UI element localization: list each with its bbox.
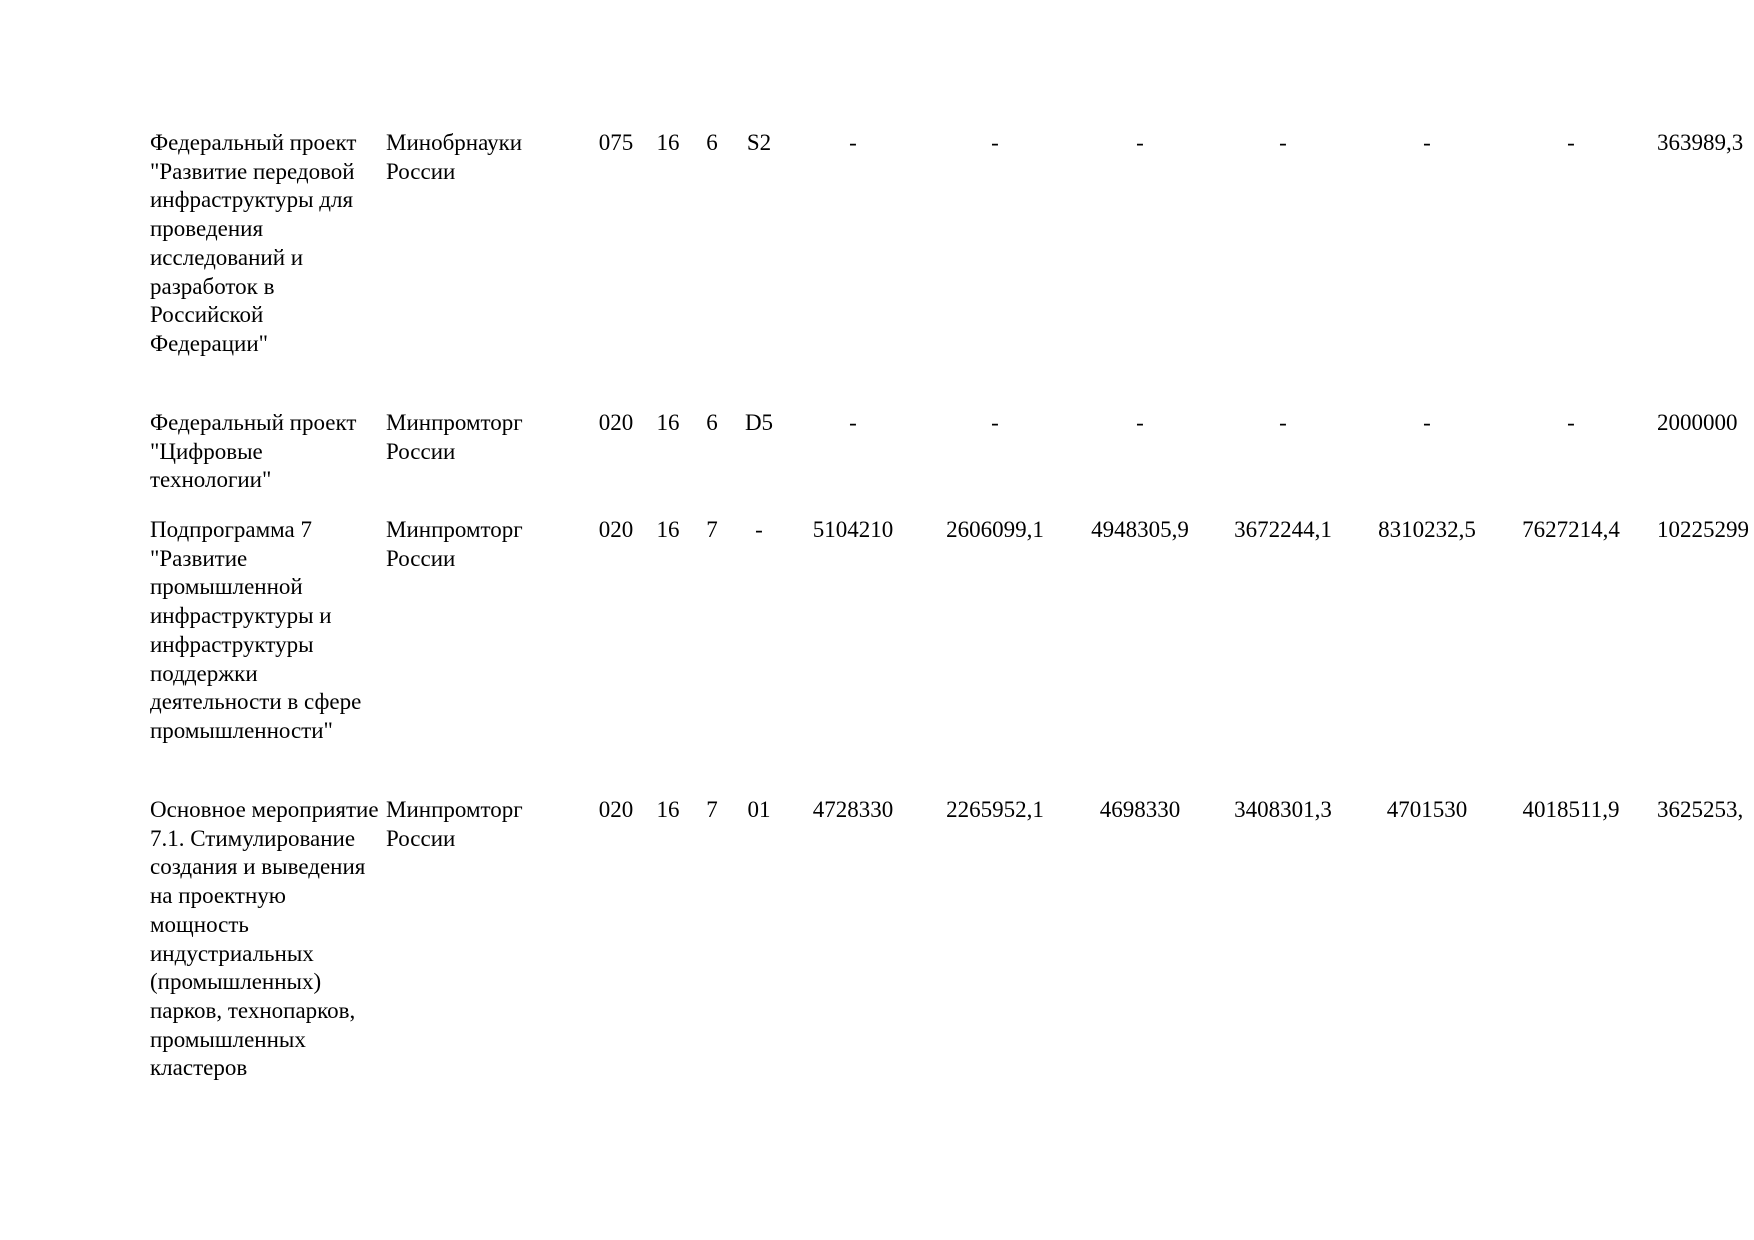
responsible-executor: Минобрнауки России	[386, 130, 523, 184]
value-cell: 3625253,	[1657, 797, 1744, 822]
value-cell: 3672244,1	[1234, 517, 1332, 542]
code-gp: 16	[656, 797, 680, 822]
value-cell: 4698330	[1099, 797, 1181, 822]
value-cell: -	[1567, 410, 1575, 435]
code-pp: 6	[706, 130, 718, 155]
value-cell: 10225299	[1657, 517, 1749, 542]
value-cell: -	[1136, 410, 1144, 435]
responsible-executor: Минпромторг России	[386, 797, 523, 851]
code-gp: 16	[656, 517, 680, 542]
value-cell: -	[1423, 410, 1431, 435]
value-cell: 363989,3	[1657, 130, 1744, 155]
value-cell: 3408301,3	[1234, 797, 1332, 822]
code-grbs: 020	[598, 517, 634, 542]
value-cell: 4728330	[812, 797, 894, 822]
code-om: 01	[747, 797, 771, 822]
value-cell: -	[1279, 130, 1287, 155]
code-grbs: 075	[598, 130, 634, 155]
value-cell: -	[1279, 410, 1287, 435]
value-cell: -	[991, 410, 999, 435]
value-cell: 7627214,4	[1522, 517, 1620, 542]
program-name: Федеральный проект "Цифровые технологии"	[150, 410, 357, 493]
code-pp: 7	[706, 797, 718, 822]
value-cell: 2606099,1	[946, 517, 1044, 542]
responsible-executor: Минпромторг России	[386, 410, 523, 464]
value-cell: 4018511,9	[1522, 797, 1620, 822]
value-cell: -	[991, 130, 999, 155]
responsible-executor: Минпромторг России	[386, 517, 523, 571]
code-grbs: 020	[598, 410, 634, 435]
code-grbs: 020	[598, 797, 634, 822]
value-cell: 2265952,1	[946, 797, 1044, 822]
value-cell: -	[849, 410, 857, 435]
code-pp: 6	[706, 410, 718, 435]
program-name: Подпрограмма 7 "Развитие промышленной инфраструктуры и инфраструктуры поддержки деятельности в сфере промышленности"	[150, 517, 362, 743]
code-om: D5	[744, 410, 774, 435]
value-cell: -	[849, 130, 857, 155]
value-cell: 4701530	[1386, 797, 1468, 822]
value-cell: 8310232,5	[1378, 517, 1476, 542]
code-om: S2	[746, 130, 772, 155]
value-cell: -	[1423, 130, 1431, 155]
program-name: Федеральный проект "Развитие передовой инфраструктуры для проведения исследований и разработок в Российской Федерации"	[150, 130, 357, 356]
code-gp: 16	[656, 410, 680, 435]
code-gp: 16	[656, 130, 680, 155]
code-om: -	[755, 517, 763, 542]
value-cell: -	[1567, 130, 1575, 155]
value-cell: -	[1136, 130, 1144, 155]
program-name: Основное мероприятие 7.1. Стимулирование создания и выведения на проектную мощность индустриальных (промышленных) парков, технопарков, промышленных кластеров	[150, 797, 379, 1081]
value-cell: 2000000	[1657, 410, 1738, 435]
value-cell: 5104210	[812, 517, 894, 542]
code-pp: 7	[706, 517, 718, 542]
value-cell: 4948305,9	[1091, 517, 1189, 542]
